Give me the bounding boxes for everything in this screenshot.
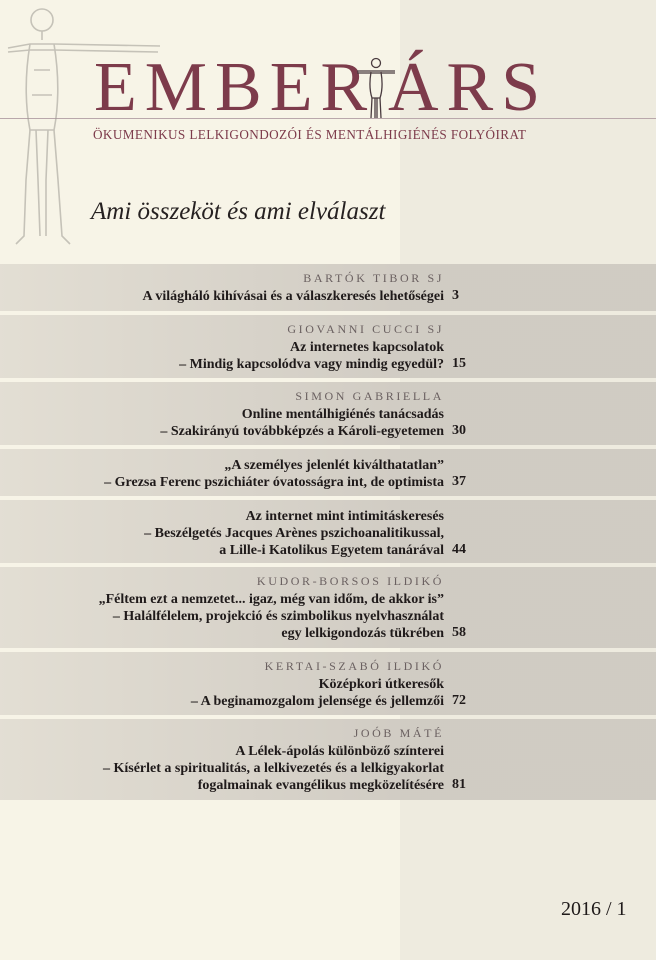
toc-title-line: Az internetes kapcsolatok xyxy=(290,340,444,355)
toc-author: KUDOR-BORSOS ILDIKÓ xyxy=(256,574,444,588)
toc-title-line: „Féltem ezt a nemzetet... igaz, még van időm, de akkor is” xyxy=(98,592,444,607)
toc-entry-text xyxy=(179,321,444,373)
toc-entry xyxy=(0,449,656,496)
toc-entry-text xyxy=(142,270,444,305)
toc-author: SIMON GABRIELLA xyxy=(295,389,444,403)
toc-page-number: 81 xyxy=(452,777,466,792)
toc-entry xyxy=(0,567,656,648)
toc-entry-text xyxy=(104,457,444,491)
toc-page-number: 3 xyxy=(452,288,459,303)
toc-entry xyxy=(0,264,656,311)
toc-title-line: – Kísérlet a spiritualitás, a lelkivezetés és a lelkigyakorlat xyxy=(102,761,444,776)
toc-title-line: – Szakirányú továbbképzés a Károli-egyetemen xyxy=(160,424,444,439)
toc-entry xyxy=(0,382,656,445)
toc-page-number: 58 xyxy=(452,625,466,640)
toc-title-line: – A beginamozgalom jelensége és jellemzői xyxy=(190,694,444,709)
toc-author: JOÓB MÁTÉ xyxy=(353,726,444,740)
toc-entry xyxy=(0,652,656,715)
toc-entry xyxy=(0,500,656,563)
toc-title-line: – Beszélgetés Jacques Arènes pszichoanalitikussal, xyxy=(144,526,444,541)
toc-title-line: A Lélek-ápolás különböző színterei xyxy=(235,744,444,759)
toc-title-line: – Grezsa Ferenc pszichiáter óvatosságra int, de optimista xyxy=(104,475,444,490)
toc-entry-text xyxy=(191,658,444,710)
issue-theme: Ami összeköt és ami elválaszt xyxy=(91,198,386,225)
toc-entry-text xyxy=(144,508,444,559)
toc-entry xyxy=(0,719,656,800)
toc-author: KERTAI-SZABÓ ILDIKÓ xyxy=(264,659,444,673)
journal-title xyxy=(94,49,554,126)
toc-title-line: – Mindig kapcsolódva vagy mindig egyedül? xyxy=(179,357,444,372)
toc-page-number: 15 xyxy=(452,356,466,371)
toc-page-number: 37 xyxy=(452,474,466,489)
toc-title-line: A világháló kihívásai és a válaszkeresés lehetőségei xyxy=(142,289,444,304)
toc-page-number: 72 xyxy=(452,693,466,708)
toc-page-number: 44 xyxy=(452,542,466,557)
toc-entry-text xyxy=(99,573,444,642)
toc-title-line: fogalmainak evangélikus megközelítésére xyxy=(197,778,444,793)
toc-title-line: Az internet mint intimitáskeresés xyxy=(245,509,444,524)
toc-title-line: Online mentálhigiénés tanácsadás xyxy=(241,407,444,422)
title-right-part: ÁRS xyxy=(388,49,549,126)
toc-page-number: 30 xyxy=(452,423,466,438)
toc-entry-text xyxy=(103,725,444,794)
toc-title-line: egy lelkigondozás tükrében xyxy=(281,626,444,641)
toc-entry-text xyxy=(160,388,444,440)
toc-entry xyxy=(0,315,656,378)
toc-author: GIOVANNI CUCCI SJ xyxy=(287,322,444,336)
issue-number: 2016 / 1 xyxy=(561,898,627,920)
toc-title-line: „A személyes jelenlét kiválthatatlan” xyxy=(224,458,444,473)
toc-author: BARTÓK TIBOR SJ xyxy=(303,271,444,285)
journal-subtitle: ÖKUMENIKUS LELKIGONDOZÓI ÉS MENTÁLHIGIÉNÉS FOLYÓIRAT xyxy=(93,127,527,142)
toc-title-line: Középkori útkeresők xyxy=(318,677,444,692)
toc-title-line: – Halálfélelem, projekció és szimbolikus nyelvhasználat xyxy=(112,609,444,624)
title-left-part: EMBER xyxy=(94,49,376,126)
toc-title-line: a Lille-i Katolikus Egyetem tanárával xyxy=(219,543,444,558)
